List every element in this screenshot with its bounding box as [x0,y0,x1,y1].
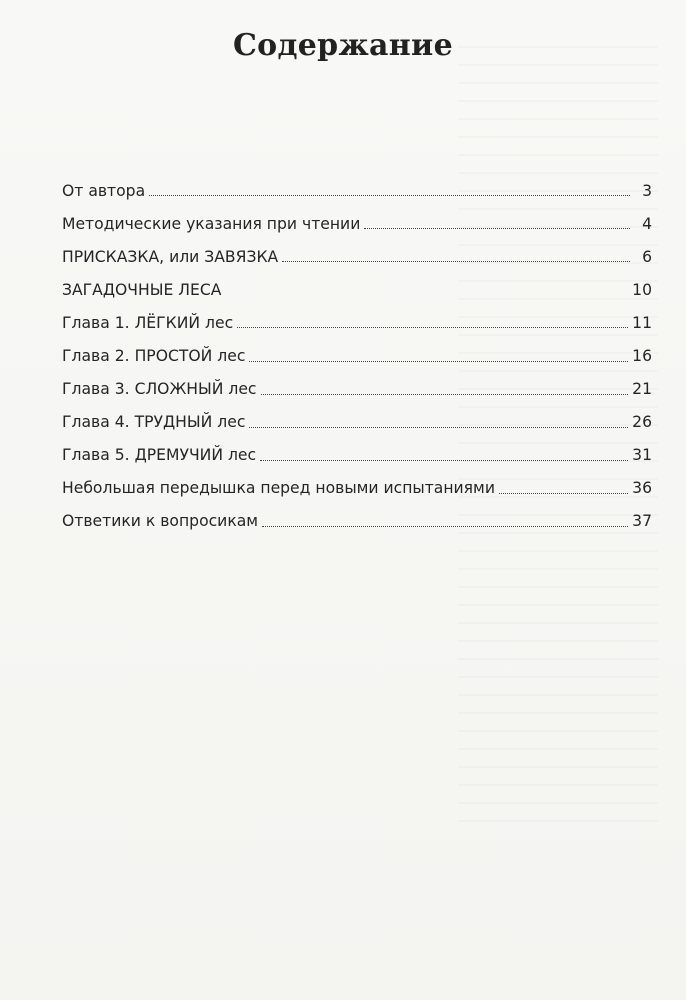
toc-entry-page: 6 [642,247,652,266]
toc-entry-page: 21 [632,380,652,399]
toc-entry-title: ЗАГАДОЧНЫЕ ЛЕСА [62,280,222,299]
toc-entry-title: Глава 5. ДРЕМУЧИЙ лес [62,446,257,465]
dot-leader [262,526,628,527]
dot-leader [149,195,630,196]
toc-entry-page: 11 [632,313,652,332]
dot-leader [499,493,628,494]
dot-leader [364,228,630,229]
toc-entry-page: 3 [642,181,652,200]
dot-leader [249,361,628,362]
toc-entry[interactable] [62,265,652,298]
toc-entry-page: 31 [632,446,652,465]
toc-entry-page: 10 [632,280,652,299]
dot-leader [237,327,628,328]
toc-entry[interactable] [62,398,652,431]
toc-entry-title: Ответики к вопросикам [62,512,259,531]
toc-entry[interactable] [62,331,652,364]
toc-entry-title: ПРИСКАЗКА, или ЗАВЯЗКА [62,247,279,266]
toc-entry[interactable] [62,232,652,265]
toc-entry-title: Глава 3. СЛОЖНЫЙ лес [62,380,257,399]
toc-entry[interactable] [62,298,652,331]
toc-entry[interactable] [62,166,652,199]
toc-entry-page: 4 [642,214,652,233]
toc-entry[interactable] [62,497,652,530]
toc-entry[interactable] [62,365,652,398]
toc-entry-title: Глава 4. ТРУДНЫЙ лес [62,413,246,432]
page-title: Содержание [233,28,453,63]
table-of-contents [62,166,652,530]
dot-leader [249,427,628,428]
dot-leader [261,394,629,395]
toc-entry-title: Глава 1. ЛЁГКИЙ лес [62,313,234,332]
toc-entry[interactable] [62,431,652,464]
toc-entry-page: 36 [632,479,652,498]
dot-leader [282,261,630,262]
toc-entry[interactable] [62,464,652,497]
dot-leader [225,294,628,295]
toc-entry-title: Глава 2. ПРОСТОЙ лес [62,346,246,365]
toc-entry-page: 26 [632,413,652,432]
toc-entry-title: От автора [62,181,146,200]
toc-entry-title: Методические указания при чтении [62,214,361,233]
toc-entry-title: Небольшая передышка перед новыми испытаниями [62,479,495,498]
toc-entry[interactable] [62,199,652,232]
toc-entry-page: 16 [632,346,652,365]
toc-entry-page: 37 [632,512,652,531]
dot-leader [260,460,628,461]
